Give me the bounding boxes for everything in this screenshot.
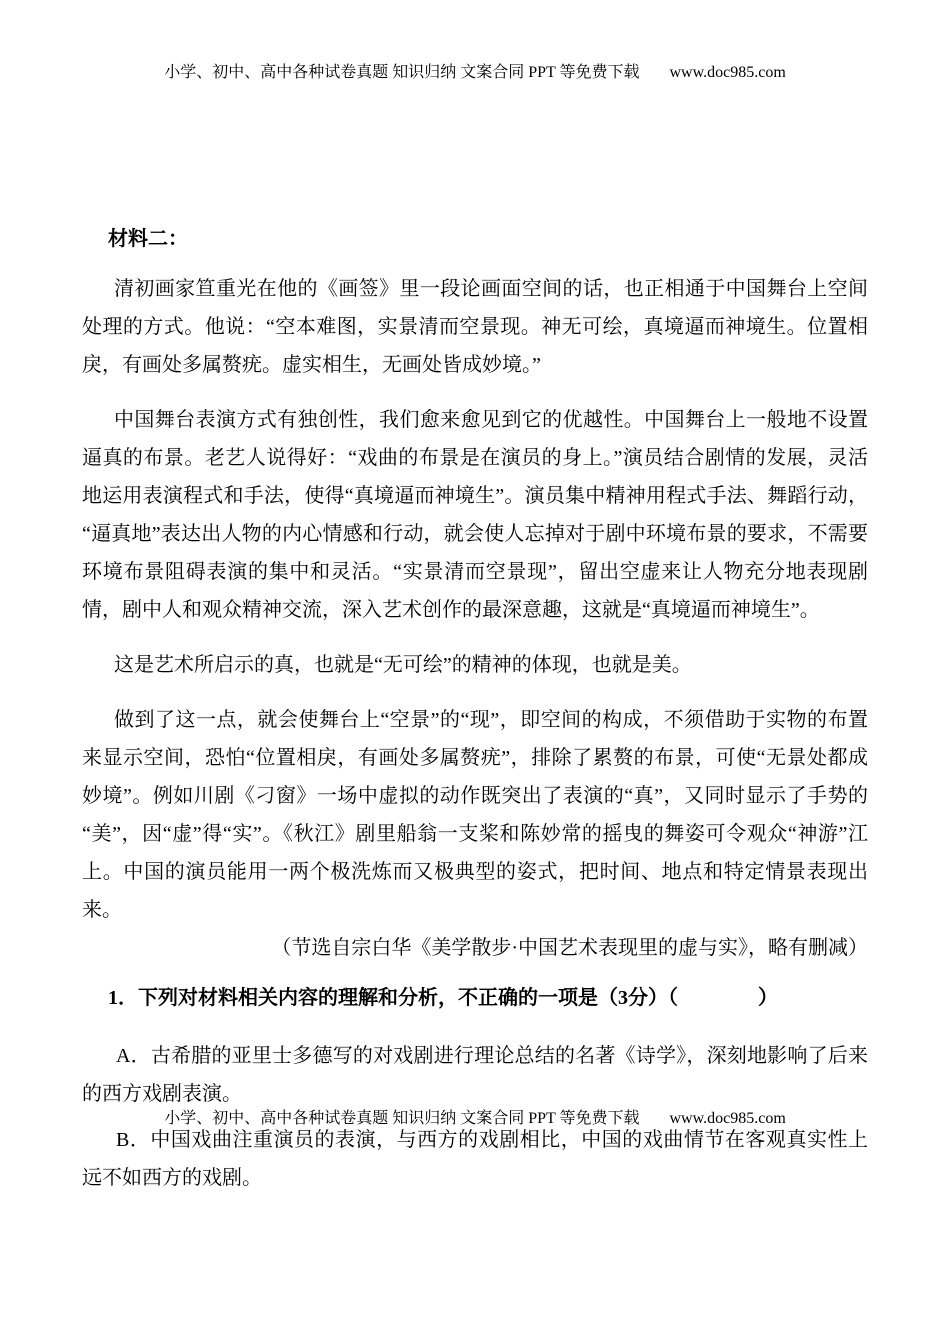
option-a-text: 古希腊的亚里士多德写的对戏剧进行理论总结的名著《诗学》，深刻地影响了后来的西方戏剧表演。	[82, 1045, 868, 1105]
footer-url: www.doc985.com	[669, 1110, 786, 1127]
source-attribution: （节选自宗白华《美学散步·中国艺术表现里的虚与实》，略有删减）	[271, 937, 868, 959]
question-1-option-b	[82, 1121, 868, 1197]
question-1-number: 1．	[108, 987, 138, 1009]
option-a-label: A．	[116, 1045, 151, 1067]
question-1-option-a	[82, 1037, 868, 1113]
option-b-label: B．	[116, 1129, 151, 1151]
document-content	[0, 220, 950, 1197]
body-paragraph-3: 这是艺术所启示的真，也就是“无可绘”的精神的体现，也就是美。	[114, 654, 692, 676]
header-text: 小学、初中、高中各种试卷真题 知识归纳 文案合同 PPT 等免费下载	[164, 64, 640, 81]
page-footer	[0, 1108, 950, 1130]
option-b-text: 中国戏曲注重演员的表演，与西方的戏剧相比，中国的戏曲情节在客观真实性上远不如西方的戏剧。	[82, 1129, 869, 1189]
body-paragraph-1: 清初画家笪重光在他的《画签》里一段论画面空间的话，也正相通于中国舞台上空间处理的方式。他说：“空本难图，实景清而空景现。神无可绘，真境逼而神境生。位置相戾，有画处多属赘疣。虚实相生，无画处皆成妙境。”	[82, 278, 868, 376]
material-two-heading: 材料二：	[108, 228, 188, 250]
body-paragraph-2: 中国舞台表演方式有独创性，我们愈来愈见到它的优越性。中国舞台上一般地不设置逼真的布景。老艺人说得好：“戏曲的布景是在演员的身上。”演员结合剧情的发展，灵活地运用表演程式和手法，使得“真境逼而神境生”。演员集中精神用程式手法、舞蹈行动，“逼真地”表达出人物的内心情感和行动，就会使人忘掉对于剧中环境布景的要求，不需要环境布景阻碍表演的集中和灵活。“实景清而空景现”，留出空虚来让人物充分地表现剧情，剧中人和观众精神交流，深入艺术创作的最深意趣，这就是“真境逼而神境生”。	[82, 409, 868, 621]
question-1-text: 下列对材料相关内容的理解和分析，不正确的一项是（3分）（ ）	[138, 987, 778, 1009]
header-url: www.doc985.com	[669, 64, 786, 81]
page-header	[0, 0, 950, 84]
footer-text: 小学、初中、高中各种试卷真题 知识归纳 文案合同 PPT 等免费下载	[164, 1110, 640, 1127]
body-paragraph-4: 做到了这一点，就会使舞台上“空景”的“现”，即空间的构成，不须借助于实物的布置来显示空间，恐怕“位置相戾，有画处多属赘疣”，排除了累赘的布景，可使“无景处都成妙境”。例如川剧《刁窗》一场中虚拟的动作既突出了表演的“真”，又同时显示了手势的“美”，因“虚”得“实”。《秋江》剧里船翁一支桨和陈妙常的摇曳的舞姿可令观众“神游”江上。中国的演员能用一两个极洗炼而又极典型的姿式，把时间、地点和特定情景表现出来。	[82, 709, 868, 921]
question-1	[82, 979, 868, 1017]
